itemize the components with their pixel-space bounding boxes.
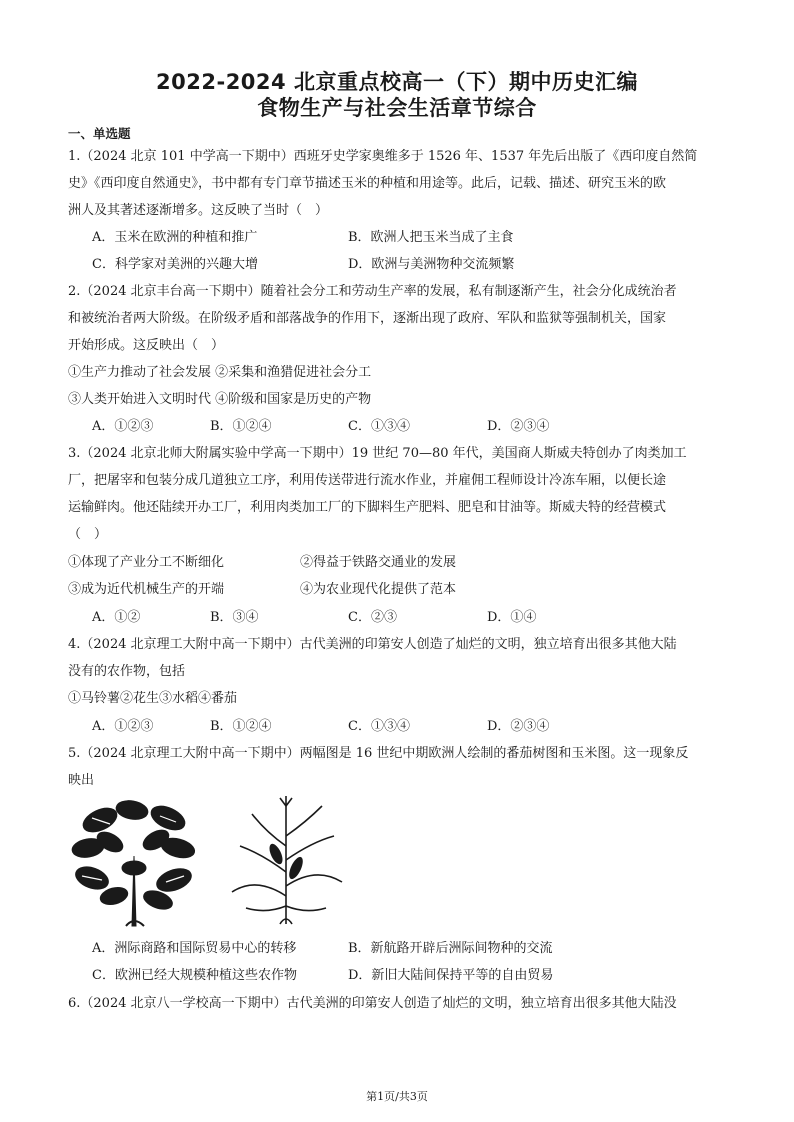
q4-option-c[interactable]: C．①③④ — [348, 719, 410, 734]
q2-option-a[interactable]: A．①②③ — [92, 419, 154, 434]
q5-option-b[interactable]: B．新航路开辟后洲际间物种的交流 — [348, 941, 553, 956]
q2-stem-line: 和被统治者两大阶级。在阶级矛盾和部落战争的作用下，逐渐出现了政府、军队和监狱等强制机关，国家 — [68, 311, 667, 326]
page-subtitle: 食物生产与社会生活章节综合 — [257, 96, 537, 120]
q2-stem-line: 开始形成。这反映出（ ） — [68, 338, 225, 353]
q4-option-d[interactable]: D．②③④ — [487, 719, 550, 734]
q3-option-a[interactable]: A．①② — [92, 610, 141, 625]
q1-stem-line: 洲人及其著述逐渐增多。这反映了当时（ ） — [68, 203, 329, 218]
q2-statements: ③人类开始进入文明时代 ④阶级和国家是历史的产物 — [68, 392, 372, 407]
q3-stem-line: 3.（2024 北京北师大附属实验中学高一下期中）19 世纪 70—80 年代，美国商人斯威夫特创办了肉类加工 — [68, 446, 687, 461]
q4-statements: ①马铃薯②花生③水稻④番茄 — [68, 691, 238, 706]
page-title: 2022-2024 北京重点校高一（下）期中历史汇编 — [156, 70, 638, 94]
q2-stem-line: 2.（2024 北京丰台高一下期中）随着社会分工和劳动生产率的发展，私有制逐渐产生，社会分化成统治者 — [68, 284, 677, 299]
q2-option-b[interactable]: B．①②④ — [210, 419, 272, 434]
q3-stem-line: （ ） — [68, 527, 108, 542]
q4-stem-line: 没有的农作物，包括 — [68, 664, 186, 679]
q1-option-d[interactable]: D．欧洲与美洲物种交流频繁 — [348, 257, 515, 272]
q3-statement-4: ④为农业现代化提供了范本 — [300, 582, 457, 597]
q5-stem-line: 5.（2024 北京理工大附中高一下期中）两幅图是 16 世纪中期欧洲人绘制的番茄树图和玉米图。这一现象反 — [68, 746, 689, 761]
q1-stem-line: 1.（2024 北京 101 中学高一下期中）西班牙史学家奥维多于 1526 年、1537 年先后出版了《西印度自然简 — [68, 149, 698, 164]
q1-option-a[interactable]: A．玉米在欧洲的种植和推广 — [92, 230, 258, 245]
section-heading: 一、单选题 — [68, 126, 131, 141]
q3-option-d[interactable]: D．①④ — [487, 610, 537, 625]
q3-statement-3: ③成为近代机械生产的开端 — [68, 582, 225, 597]
q5-option-a[interactable]: A．洲际商路和国际贸易中心的转移 — [92, 941, 297, 956]
q2-statements: ①生产力推动了社会发展 ②采集和渔猎促进社会分工 — [68, 365, 372, 380]
tomato-plant-illustration — [70, 796, 200, 928]
corn-plant-illustration — [226, 796, 346, 928]
q5-option-c[interactable]: C．欧洲已经大规模种植这些农作物 — [92, 968, 297, 983]
q6-stem-line: 6.（2024 北京八一学校高一下期中）古代美洲的印第安人创造了灿烂的文明，独立培育出很多其他大陆没 — [68, 996, 677, 1011]
q3-stem-line: 运输鲜肉。他还陆续开办工厂，利用肉类加工厂的下脚料生产肥料、肥皂和甘油等。斯威夫特的经营模式 — [68, 500, 667, 515]
q4-option-a[interactable]: A．①②③ — [92, 719, 154, 734]
q4-option-b[interactable]: B．①②④ — [210, 719, 272, 734]
q2-option-c[interactable]: C．①③④ — [348, 419, 410, 434]
q3-stem-line: 厂，把屠宰和包装分成几道独立工序，利用传送带进行流水作业，并雇佣工程师设计冷冻车厢，以便长途 — [68, 473, 667, 488]
q4-stem-line: 4.（2024 北京理工大附中高一下期中）古代美洲的印第安人创造了灿烂的文明，独立培育出很多其他大陆 — [68, 637, 677, 652]
page-number: 第1页/共3页 — [366, 1090, 428, 1103]
q1-option-b[interactable]: B．欧洲人把玉米当成了主食 — [348, 230, 514, 245]
q3-option-c[interactable]: C．②③ — [348, 610, 397, 625]
q3-statement-2: ②得益于铁路交通业的发展 — [300, 555, 457, 570]
q3-option-b[interactable]: B．③④ — [210, 610, 259, 625]
q3-statement-1: ①体现了产业分工不断细化 — [68, 555, 225, 570]
q5-stem-line: 映出 — [68, 773, 95, 788]
q2-option-d[interactable]: D．②③④ — [487, 419, 550, 434]
q1-stem-line: 史》《西印度自然通史》，书中都有专门章节描述玉米的种植和用途等。此后，记载、描述、研究玉米的欧 — [68, 176, 667, 191]
q5-option-d[interactable]: D．新旧大陆间保持平等的自由贸易 — [348, 968, 554, 983]
q1-option-c[interactable]: C．科学家对美洲的兴趣大增 — [92, 257, 258, 272]
